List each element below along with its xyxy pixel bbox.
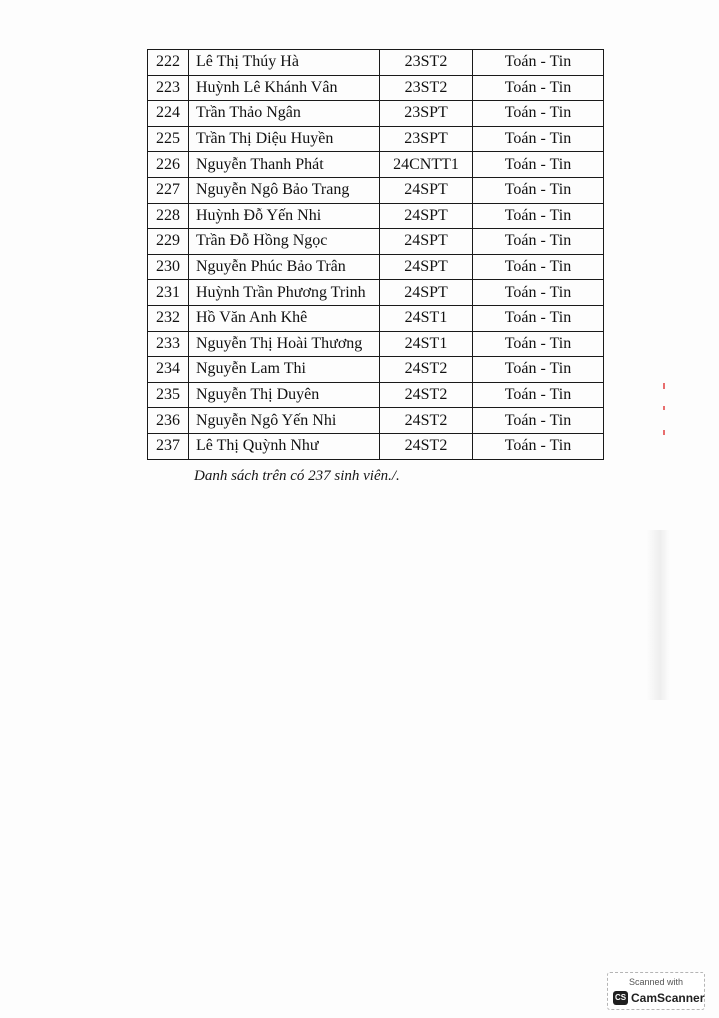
class-cell: 24ST2 — [380, 433, 473, 459]
class-cell: 23SPT — [380, 126, 473, 152]
student-name-cell: Nguyễn Phúc Bảo Trân — [189, 254, 380, 280]
class-cell: 24CNTT1 — [380, 152, 473, 178]
major-cell: Toán - Tin — [473, 254, 604, 280]
table-row — [148, 126, 604, 152]
scan-shadow — [646, 530, 670, 700]
row-number-cell: 236 — [148, 408, 189, 434]
table-row — [148, 305, 604, 331]
table-row — [148, 101, 604, 127]
major-cell: Toán - Tin — [473, 382, 604, 408]
table-row — [148, 203, 604, 229]
row-number-cell: 226 — [148, 152, 189, 178]
row-number-cell: 237 — [148, 433, 189, 459]
major-cell: Toán - Tin — [473, 75, 604, 101]
student-name-cell: Nguyễn Ngô Bảo Trang — [189, 177, 380, 203]
margin-mark — [663, 406, 665, 410]
student-name-cell: Nguyễn Lam Thi — [189, 357, 380, 383]
class-cell: 24ST2 — [380, 357, 473, 383]
table-row — [148, 280, 604, 306]
margin-mark — [663, 430, 665, 435]
class-cell: 24SPT — [380, 177, 473, 203]
student-name-cell: Huỳnh Trần Phương Trinh — [189, 280, 380, 306]
row-number-cell: 235 — [148, 382, 189, 408]
row-number-cell: 225 — [148, 126, 189, 152]
student-name-cell: Lê Thị Quỳnh Như — [189, 433, 380, 459]
class-cell: 24SPT — [380, 229, 473, 255]
camscanner-watermark — [607, 972, 705, 1010]
major-cell: Toán - Tin — [473, 305, 604, 331]
class-cell: 24SPT — [380, 280, 473, 306]
student-name-cell: Nguyễn Thị Hoài Thương — [189, 331, 380, 357]
table-row — [148, 177, 604, 203]
table-row — [148, 357, 604, 383]
row-number-cell: 228 — [148, 203, 189, 229]
table-row — [148, 408, 604, 434]
row-number-cell: 227 — [148, 177, 189, 203]
row-number-cell: 232 — [148, 305, 189, 331]
row-number-cell: 231 — [148, 280, 189, 306]
summary-note: Danh sách trên có 237 sinh viên./. — [194, 468, 400, 484]
class-cell: 24SPT — [380, 254, 473, 280]
major-cell: Toán - Tin — [473, 408, 604, 434]
table-row — [148, 331, 604, 357]
table-row — [148, 382, 604, 408]
student-name-cell: Hồ Văn Anh Khê — [189, 305, 380, 331]
camscanner-logo-icon: CS — [613, 991, 628, 1005]
student-list-body — [148, 50, 604, 460]
major-cell: Toán - Tin — [473, 101, 604, 127]
class-cell: 24SPT — [380, 203, 473, 229]
table-row — [148, 152, 604, 178]
row-number-cell: 223 — [148, 75, 189, 101]
major-cell: Toán - Tin — [473, 433, 604, 459]
class-cell: 23SPT — [380, 101, 473, 127]
major-cell: Toán - Tin — [473, 357, 604, 383]
student-name-cell: Trần Thị Diệu Huyền — [189, 126, 380, 152]
student-name-cell: Nguyễn Ngô Yến Nhi — [189, 408, 380, 434]
student-name-cell: Huỳnh Đỗ Yến Nhi — [189, 203, 380, 229]
class-cell: 24ST1 — [380, 305, 473, 331]
table-row — [148, 50, 604, 76]
table-row — [148, 433, 604, 459]
student-name-cell: Trần Thảo Ngân — [189, 101, 380, 127]
student-list-table — [147, 49, 604, 460]
student-name-cell: Lê Thị Thúy Hà — [189, 50, 380, 76]
table-row — [148, 229, 604, 255]
student-name-cell: Nguyễn Thị Duyên — [189, 382, 380, 408]
major-cell: Toán - Tin — [473, 50, 604, 76]
major-cell: Toán - Tin — [473, 203, 604, 229]
row-number-cell: 230 — [148, 254, 189, 280]
row-number-cell: 234 — [148, 357, 189, 383]
major-cell: Toán - Tin — [473, 229, 604, 255]
major-cell: Toán - Tin — [473, 152, 604, 178]
major-cell: Toán - Tin — [473, 280, 604, 306]
class-cell: 23ST2 — [380, 50, 473, 76]
watermark-brand: CamScanner — [631, 991, 705, 1005]
row-number-cell: 233 — [148, 331, 189, 357]
major-cell: Toán - Tin — [473, 126, 604, 152]
table-row — [148, 254, 604, 280]
row-number-cell: 229 — [148, 229, 189, 255]
student-name-cell: Nguyễn Thanh Phát — [189, 152, 380, 178]
class-cell: 24ST2 — [380, 408, 473, 434]
class-cell: 24ST1 — [380, 331, 473, 357]
student-name-cell: Trần Đỗ Hồng Ngọc — [189, 229, 380, 255]
major-cell: Toán - Tin — [473, 177, 604, 203]
class-cell: 24ST2 — [380, 382, 473, 408]
student-name-cell: Huỳnh Lê Khánh Vân — [189, 75, 380, 101]
watermark-top-text: Scanned with — [628, 977, 684, 987]
major-cell: Toán - Tin — [473, 331, 604, 357]
class-cell: 23ST2 — [380, 75, 473, 101]
table-row — [148, 75, 604, 101]
margin-mark — [663, 383, 665, 389]
row-number-cell: 224 — [148, 101, 189, 127]
row-number-cell: 222 — [148, 50, 189, 76]
